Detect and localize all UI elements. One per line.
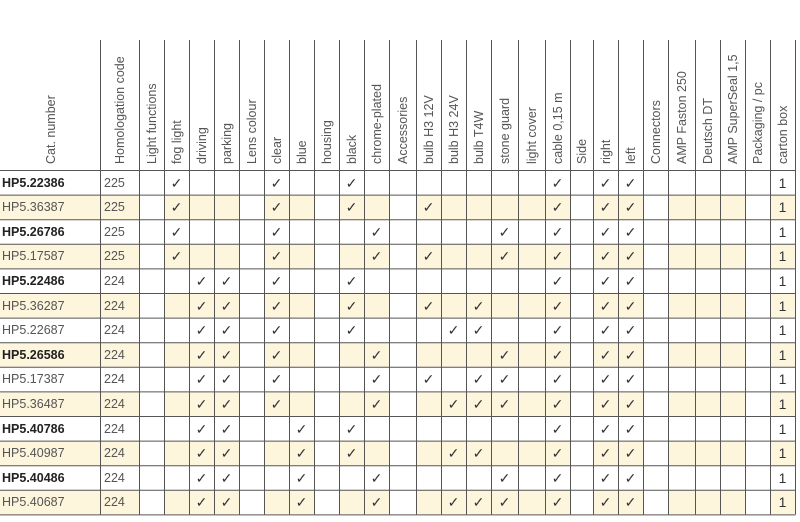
check-mark-icon: ✓	[624, 395, 637, 412]
check-mark-icon: ✓	[345, 420, 358, 437]
check-mark-icon: ✓	[599, 494, 612, 511]
check-mark-icon: ✓	[624, 371, 637, 388]
check-mark-icon: ✓	[220, 322, 233, 339]
check-mark-icon: ✓	[370, 469, 383, 486]
check-mark-icon: ✓	[220, 395, 233, 412]
cat-number: HP5.40486	[2, 470, 65, 485]
carton-box-count: 1	[778, 297, 787, 314]
column-header-label: blue	[294, 140, 309, 164]
check-mark-icon: ✓	[551, 420, 564, 437]
check-mark-icon: ✓	[270, 248, 283, 265]
check-mark-icon: ✓	[599, 272, 612, 289]
check-mark-icon: ✓	[551, 297, 564, 314]
check-mark-icon: ✓	[551, 174, 564, 191]
carton-box-count: 1	[778, 248, 787, 265]
check-mark-icon: ✓	[551, 272, 564, 289]
check-mark-icon: ✓	[551, 322, 564, 339]
check-mark-icon: ✓	[220, 272, 233, 289]
check-mark-icon: ✓	[447, 445, 460, 462]
check-mark-icon: ✓	[170, 199, 183, 216]
check-mark-icon: ✓	[270, 223, 283, 240]
check-mark-icon: ✓	[170, 248, 183, 265]
check-mark-icon: ✓	[472, 371, 485, 388]
check-mark-icon: ✓	[551, 371, 564, 388]
homologation-code: 224	[104, 495, 125, 510]
column-header-label: Cat. number	[44, 95, 58, 164]
homologation-code: 224	[104, 298, 125, 313]
carton-box-count: 1	[778, 395, 787, 412]
column-header-label: Accessories	[395, 96, 410, 164]
check-mark-icon: ✓	[370, 494, 383, 511]
check-mark-icon: ✓	[345, 174, 358, 191]
check-mark-icon: ✓	[270, 371, 283, 388]
check-mark-icon: ✓	[624, 223, 637, 240]
check-mark-icon: ✓	[295, 494, 308, 511]
column-header-label: AMP SuperSeal 1,5	[725, 54, 740, 164]
check-mark-icon: ✓	[551, 199, 564, 216]
check-mark-icon: ✓	[498, 223, 511, 240]
column-header-label: Connectors	[648, 100, 663, 164]
cat-number: HP5.36387	[2, 200, 65, 215]
column-header-label: clear	[269, 136, 284, 164]
check-mark-icon: ✓	[270, 272, 283, 289]
check-mark-icon: ✓	[220, 371, 233, 388]
check-mark-icon: ✓	[195, 322, 208, 339]
check-mark-icon: ✓	[599, 469, 612, 486]
check-mark-icon: ✓	[624, 272, 637, 289]
column-header-label: parking	[219, 123, 234, 164]
check-mark-icon: ✓	[447, 395, 460, 412]
check-mark-icon: ✓	[498, 469, 511, 486]
check-mark-icon: ✓	[270, 395, 283, 412]
check-mark-icon: ✓	[599, 174, 612, 191]
check-mark-icon: ✓	[551, 469, 564, 486]
cat-number: HP5.40786	[2, 421, 65, 436]
check-mark-icon: ✓	[345, 297, 358, 314]
carton-box-count: 1	[778, 494, 787, 511]
check-mark-icon: ✓	[599, 223, 612, 240]
check-mark-icon: ✓	[599, 346, 612, 363]
cat-number: HP5.36287	[2, 298, 65, 313]
homologation-code: 224	[104, 347, 125, 362]
check-mark-icon: ✓	[498, 494, 511, 511]
column-header-label: right	[598, 139, 613, 164]
cat-number: HP5.40987	[2, 446, 65, 461]
check-mark-icon: ✓	[498, 371, 511, 388]
carton-box-count: 1	[778, 223, 787, 240]
carton-box-count: 1	[778, 346, 787, 363]
check-mark-icon: ✓	[624, 494, 637, 511]
check-mark-icon: ✓	[551, 346, 564, 363]
check-mark-icon: ✓	[270, 174, 283, 191]
column-header-label: AMP Faston 250	[674, 71, 689, 164]
check-mark-icon: ✓	[345, 272, 358, 289]
column-header-label: driving	[194, 127, 209, 164]
check-mark-icon: ✓	[551, 395, 564, 412]
check-mark-icon: ✓	[624, 248, 637, 265]
check-mark-icon: ✓	[422, 297, 435, 314]
check-mark-icon: ✓	[551, 445, 564, 462]
cat-number: HP5.22386	[2, 175, 65, 190]
column-header-label: Packaging / pc	[750, 82, 765, 164]
column-header-label: left	[623, 147, 638, 164]
carton-box-count: 1	[778, 420, 787, 437]
check-mark-icon: ✓	[599, 297, 612, 314]
check-mark-icon: ✓	[498, 395, 511, 412]
check-mark-icon: ✓	[624, 445, 637, 462]
check-mark-icon: ✓	[345, 199, 358, 216]
check-mark-icon: ✓	[370, 248, 383, 265]
check-mark-icon: ✓	[220, 469, 233, 486]
homologation-code: 224	[104, 372, 125, 387]
homologation-code: 224	[104, 273, 125, 288]
check-mark-icon: ✓	[624, 346, 637, 363]
column-header-label: carton box	[775, 105, 790, 164]
check-mark-icon: ✓	[370, 371, 383, 388]
check-mark-icon: ✓	[599, 199, 612, 216]
cat-number: HP5.22687	[2, 323, 65, 338]
check-mark-icon: ✓	[447, 494, 460, 511]
check-mark-icon: ✓	[551, 248, 564, 265]
carton-box-count: 1	[778, 371, 787, 388]
check-mark-icon: ✓	[599, 322, 612, 339]
check-mark-icon: ✓	[422, 248, 435, 265]
cat-number: HP5.22486	[2, 273, 65, 288]
check-mark-icon: ✓	[270, 297, 283, 314]
column-header-label: housing	[319, 120, 334, 164]
check-mark-icon: ✓	[498, 248, 511, 265]
homologation-code: 224	[104, 323, 125, 338]
check-mark-icon: ✓	[599, 371, 612, 388]
check-mark-icon: ✓	[498, 346, 511, 363]
check-mark-icon: ✓	[195, 494, 208, 511]
check-mark-icon: ✓	[624, 297, 637, 314]
check-mark-icon: ✓	[195, 395, 208, 412]
check-mark-icon: ✓	[472, 395, 485, 412]
column-header-label: light cover	[524, 107, 539, 164]
check-mark-icon: ✓	[195, 346, 208, 363]
column-header-label: Homologation code	[112, 56, 127, 164]
column-header-label: chrome-plated	[369, 84, 384, 164]
check-mark-icon: ✓	[220, 494, 233, 511]
cat-number: HP5.36487	[2, 396, 65, 411]
check-mark-icon: ✓	[195, 371, 208, 388]
check-mark-icon: ✓	[472, 322, 485, 339]
homologation-code: 225	[104, 224, 125, 239]
carton-box-count: 1	[778, 272, 787, 289]
cat-number: HP5.26786	[2, 224, 65, 239]
check-mark-icon: ✓	[195, 420, 208, 437]
check-mark-icon: ✓	[220, 420, 233, 437]
check-mark-icon: ✓	[472, 494, 485, 511]
cat-number: HP5.40687	[2, 495, 65, 510]
check-mark-icon: ✓	[270, 322, 283, 339]
homologation-code: 224	[104, 470, 125, 485]
carton-box-count: 1	[778, 174, 787, 191]
check-mark-icon: ✓	[370, 223, 383, 240]
check-mark-icon: ✓	[599, 395, 612, 412]
column-header-label: Deutsch DT	[700, 98, 715, 164]
check-mark-icon: ✓	[345, 445, 358, 462]
carton-box-count: 1	[778, 322, 787, 339]
carton-box-count: 1	[778, 445, 787, 462]
check-mark-icon: ✓	[195, 469, 208, 486]
cat-number: HP5.26586	[2, 347, 65, 362]
column-header-label: Lens colour	[244, 99, 259, 164]
column-header-label: Light functions	[144, 83, 159, 164]
check-mark-icon: ✓	[624, 199, 637, 216]
check-mark-icon: ✓	[220, 445, 233, 462]
check-mark-icon: ✓	[599, 420, 612, 437]
cat-number: HP5.17587	[2, 249, 65, 264]
carton-box-count: 1	[778, 469, 787, 486]
check-mark-icon: ✓	[551, 494, 564, 511]
column-header-label: black	[344, 134, 359, 164]
check-mark-icon: ✓	[195, 297, 208, 314]
homologation-code: 225	[104, 175, 125, 190]
check-mark-icon: ✓	[624, 469, 637, 486]
check-mark-icon: ✓	[472, 297, 485, 314]
homologation-code: 224	[104, 396, 125, 411]
check-mark-icon: ✓	[195, 272, 208, 289]
check-mark-icon: ✓	[599, 445, 612, 462]
check-mark-icon: ✓	[170, 174, 183, 191]
check-mark-icon: ✓	[195, 445, 208, 462]
check-mark-icon: ✓	[422, 199, 435, 216]
homologation-code: 224	[104, 446, 125, 461]
check-mark-icon: ✓	[370, 395, 383, 412]
column-header-label: cable 0,15 m	[550, 92, 565, 164]
check-mark-icon: ✓	[599, 248, 612, 265]
check-mark-icon: ✓	[472, 445, 485, 462]
check-mark-icon: ✓	[447, 322, 460, 339]
check-mark-icon: ✓	[270, 346, 283, 363]
check-mark-icon: ✓	[295, 469, 308, 486]
column-header-label: fog light	[169, 120, 184, 164]
check-mark-icon: ✓	[624, 322, 637, 339]
check-mark-icon: ✓	[295, 445, 308, 462]
carton-box-count: 1	[778, 199, 787, 216]
check-mark-icon: ✓	[270, 199, 283, 216]
homologation-code: 225	[104, 200, 125, 215]
check-mark-icon: ✓	[370, 346, 383, 363]
check-mark-icon: ✓	[220, 297, 233, 314]
homologation-code: 224	[104, 421, 125, 436]
check-mark-icon: ✓	[170, 223, 183, 240]
check-mark-icon: ✓	[624, 420, 637, 437]
column-header-label: stone guard	[497, 97, 512, 164]
column-header-label: bulb H3 12V	[421, 95, 436, 164]
check-mark-icon: ✓	[624, 174, 637, 191]
check-mark-icon: ✓	[345, 322, 358, 339]
column-header-label: Side	[574, 138, 589, 164]
check-mark-icon: ✓	[551, 223, 564, 240]
check-mark-icon: ✓	[295, 420, 308, 437]
check-mark-icon: ✓	[220, 346, 233, 363]
column-header-label: bulb H3 24V	[446, 95, 461, 164]
check-mark-icon: ✓	[422, 371, 435, 388]
homologation-code: 225	[104, 249, 125, 264]
cat-number: HP5.17387	[2, 372, 65, 387]
column-header-label: bulb T4W	[471, 110, 486, 164]
